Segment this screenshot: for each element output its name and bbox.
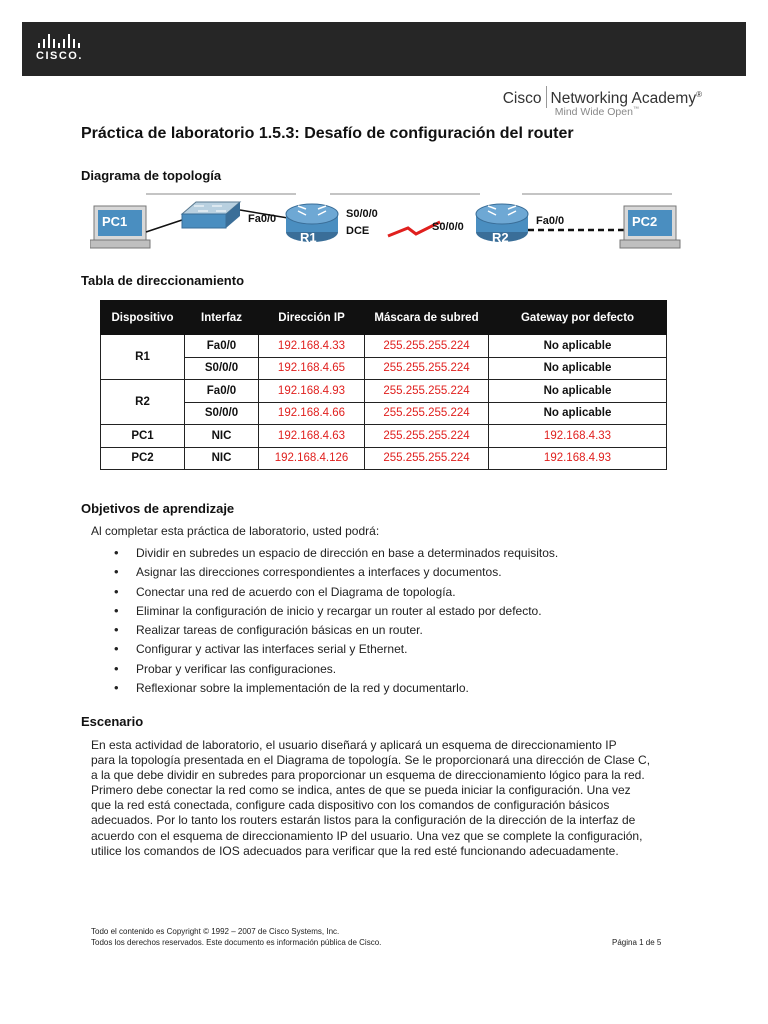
table-row — [101, 380, 667, 403]
cisco-bars-icon — [38, 34, 83, 48]
cisco-logo — [36, 34, 83, 62]
list-item: • Eliminar la configuración de inicio y recargar un router al estado por defecto. — [112, 604, 558, 623]
mask-cell: 255.255.255.224 — [365, 425, 489, 448]
pc1-label: PC1 — [102, 214, 128, 229]
objectives-heading: Objetivos de aprendizaje — [81, 501, 235, 516]
r2-s0-label: S0/0/0 — [432, 221, 464, 233]
scenario-line: utilice los comandos de IOS adecuados para verificar que la red esté funcionando adecuadamente. — [91, 843, 619, 858]
footer — [91, 927, 381, 948]
copyright-line: Todo el contenido es Copyright © 1992 – 2007 de Cisco Systems, Inc. — [91, 927, 340, 936]
scenario-line: En esta actividad de laboratorio, el usuario diseñará y aplicará un esquema de direccionamiento IP — [91, 738, 617, 752]
ip-cell: 192.168.4.33 — [259, 335, 365, 358]
list-item: • Conectar una red de acuerdo con el Diagrama de topología. — [112, 585, 558, 604]
list-item: • Dividir en subredes un espacio de dirección en base a determinados requisitos. — [112, 546, 558, 565]
device-cell: PC1 — [101, 425, 185, 448]
academy-brand — [503, 86, 702, 118]
table-row — [101, 425, 667, 448]
interface-cell: Fa0/0 — [185, 335, 259, 358]
col-mask: Máscara de subred — [365, 301, 489, 335]
device-cell: PC2 — [101, 447, 185, 470]
topology-heading: Diagrama de topología — [81, 168, 222, 183]
brand-tm: ™ — [632, 106, 639, 113]
scenario-line: para la topología presentada en el Diagrama de topología. Se le proporcionará una dirección de Clase C, — [91, 753, 651, 768]
interface-cell: NIC — [185, 425, 259, 448]
r1-label: R1 — [300, 230, 317, 245]
objectives-list — [112, 546, 558, 700]
cisco-wordmark: CISCO. — [36, 50, 83, 62]
mask-cell: 255.255.255.224 — [365, 402, 489, 425]
brand-cisco: Cisco — [502, 90, 542, 107]
mask-cell: 255.255.255.224 — [365, 335, 489, 358]
table-row — [101, 335, 667, 358]
header-bar — [22, 22, 746, 76]
mask-cell: 255.255.255.224 — [365, 357, 489, 380]
gateway-cell: No aplicable — [489, 402, 667, 425]
rights-line: Todos los derechos reservados. Este documento es información pública de Cisco. — [91, 937, 382, 947]
ip-cell: 192.168.4.66 — [259, 402, 365, 425]
objectives-intro: Al completar esta práctica de laboratorio, usted podrá: — [91, 524, 380, 538]
scenario-text — [91, 738, 691, 859]
topology-diagram — [90, 190, 690, 250]
gateway-cell: No aplicable — [489, 357, 667, 380]
cable-pc1-switch — [146, 220, 182, 232]
list-item: • Asignar las direcciones correspondientes a interfaces y documentos. — [112, 565, 558, 584]
list-item: • Reflexionar sobre la implementación de la red y documentarlo. — [112, 681, 558, 700]
switch-icon — [182, 202, 240, 228]
table-row — [101, 357, 667, 380]
scenario-line: acuerdo con el esquema de direccionamiento IP del usuario. Una vez que se complete la configuración, — [91, 828, 643, 843]
ip-cell: 192.168.4.63 — [259, 425, 365, 448]
interface-cell: S0/0/0 — [185, 357, 259, 380]
addressing-table — [100, 300, 667, 470]
interface-cell: Fa0/0 — [185, 380, 259, 403]
addressing-heading: Tabla de direccionamiento — [81, 273, 245, 288]
list-item: • Configurar y activar las interfaces serial y Ethernet. — [112, 642, 558, 661]
scenario-line: a la que debe dividir en subredes para proporcionar un esquema de direccionamiento lógico para la red. — [91, 768, 645, 783]
gateway-cell: 192.168.4.93 — [489, 447, 667, 470]
scenario-line: que la red está conectada, configure cada dispositivo con los comandos de configuración básicos — [91, 798, 610, 813]
interface-cell: NIC — [185, 447, 259, 470]
col-interface: Interfaz — [185, 301, 259, 335]
device-cell: R2 — [101, 380, 185, 425]
device-cell: R1 — [101, 335, 185, 380]
dce-label: DCE — [346, 225, 370, 237]
ip-cell: 192.168.4.65 — [259, 357, 365, 380]
col-ip: Dirección IP — [259, 301, 365, 335]
r2-label: R2 — [492, 230, 509, 245]
table-row — [101, 447, 667, 470]
page-title: Práctica de laboratorio 1.5.3: Desafío de configuración del router — [81, 125, 574, 142]
gateway-cell: No aplicable — [489, 335, 667, 358]
scenario-heading: Escenario — [81, 714, 144, 729]
ip-cell: 192.168.4.93 — [259, 380, 365, 403]
mask-cell: 255.255.255.224 — [365, 380, 489, 403]
table-row — [101, 402, 667, 425]
r1-s0-label: S0/0/0 — [346, 208, 378, 220]
gateway-cell: 192.168.4.33 — [489, 425, 667, 448]
scenario-line: Primero debe conectar la red como se indica, antes de que se pueda iniciar la configuración. Una vez — [91, 783, 631, 798]
brand-academy: Networking Academy — [550, 90, 697, 107]
col-gateway: Gateway por defecto — [489, 301, 667, 335]
pc2-label: PC2 — [632, 214, 658, 229]
list-item: • Realizar tareas de configuración básicas en un router. — [112, 623, 558, 642]
page-number: Página 1 de 5 — [612, 938, 662, 947]
col-device: Dispositivo — [101, 301, 185, 335]
brand-registered: ® — [696, 89, 702, 99]
mask-cell: 255.255.255.224 — [365, 447, 489, 470]
brand-tagline: Mind Wide Open — [554, 106, 633, 118]
list-item: • Probar y verificar las configuraciones. — [112, 662, 558, 681]
gateway-cell: No aplicable — [489, 380, 667, 403]
table-header-row — [101, 301, 667, 335]
scenario-line: adecuados. Por lo tanto los routers estarán listos para la configuración de la dirección de la interfaz de — [91, 813, 636, 828]
ip-cell: 192.168.4.126 — [259, 447, 365, 470]
r2-fa-label: Fa0/0 — [536, 215, 565, 227]
interface-cell: S0/0/0 — [185, 402, 259, 425]
r1-fa-label: Fa0/0 — [248, 213, 277, 225]
